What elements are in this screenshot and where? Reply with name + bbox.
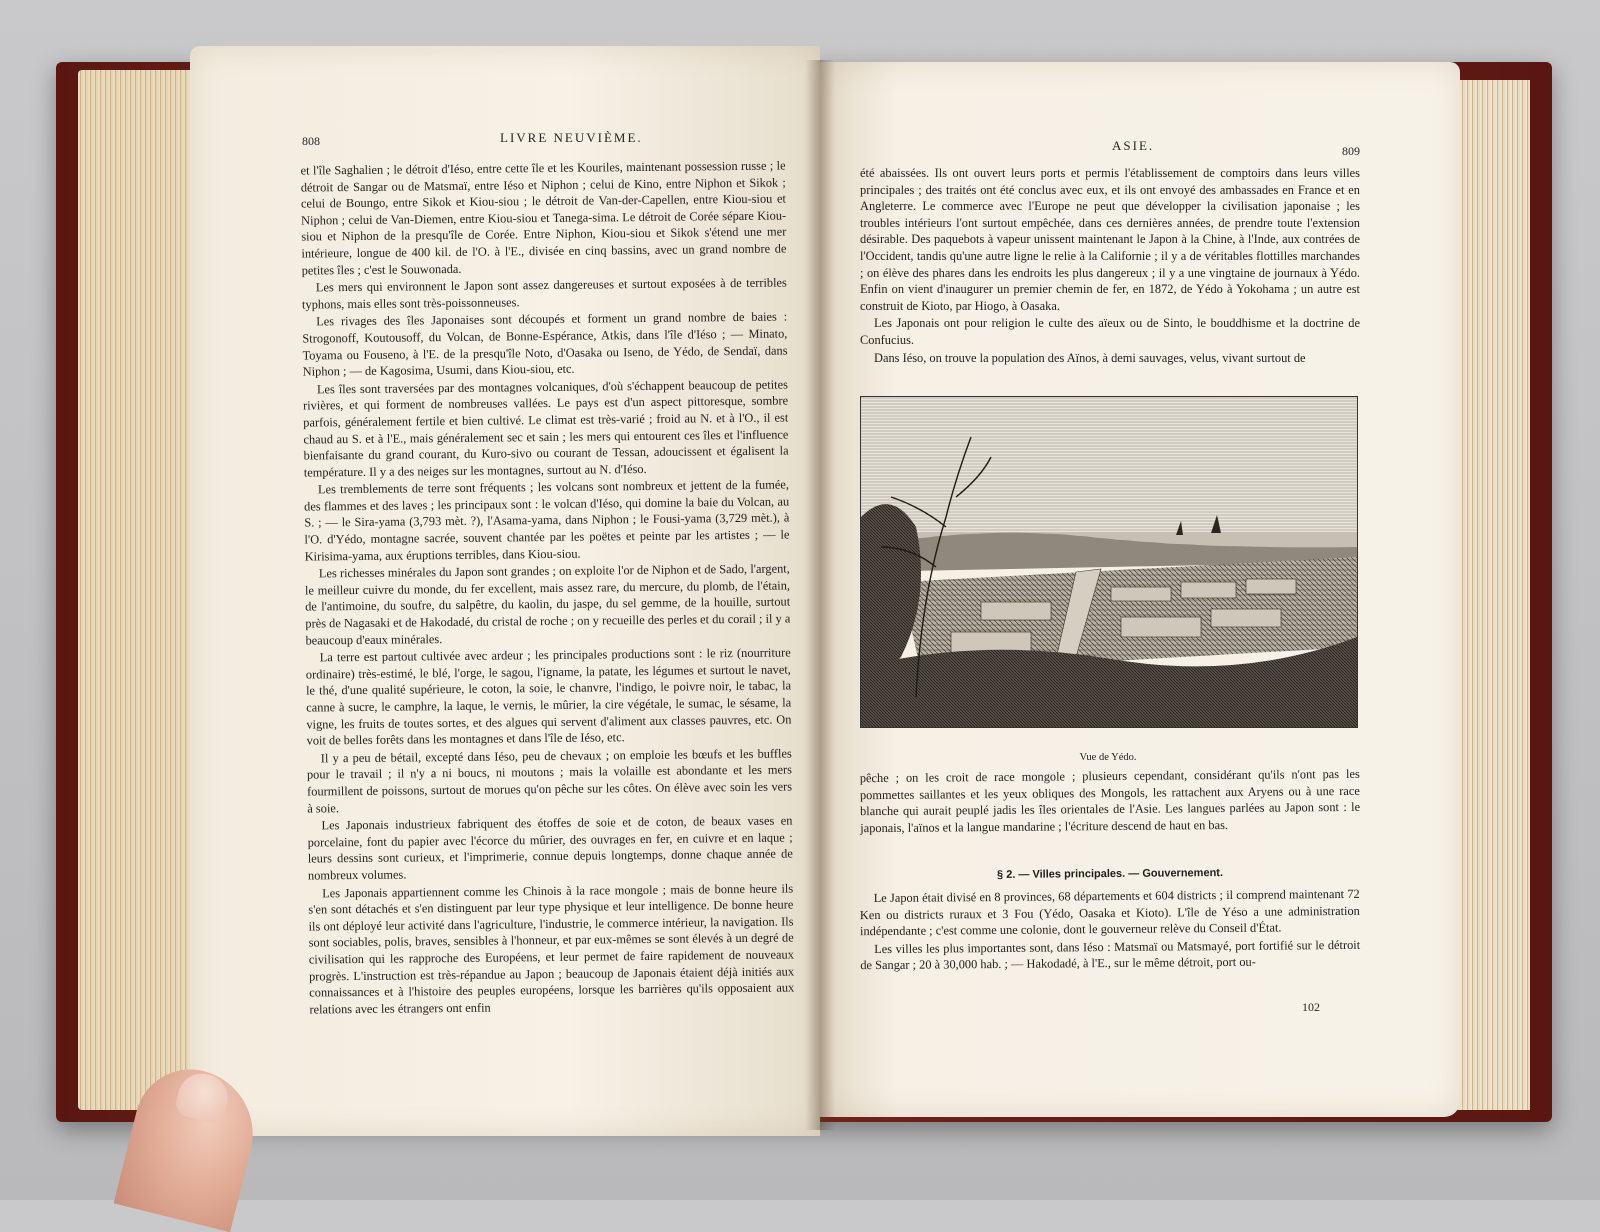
paragraph: et l'île Saghalien ; le détroit d'Iéso, entre cette île et les Kouriles, maintenant possession russe ; le détroit de Sangar ou de Matsmaï, entre Iéso et Niphon ; celui de Kino, entre Niphon et Sikok ; celui de Boungo, entre Sikok et Kiou-siou ; le détroit de Van-der-Capellen, entre Kiou-siou et Niphon ; celui de Van-Diemen, entre Kiou-siou et Tanega-sima. Le détroit de Corée sépare Kiou-siou et Niphon de la presqu'île de Corée. Entre Niphon, Kiou-siou et Sikok s'étend une mer intérieure, longue de 400 kil. de l'O. à l'E., divisée en cinq bassins, avec un grand nombre de petites îles ; c'est le Souwonada. bbox=[300, 158, 787, 278]
right-running-head: ASIE. bbox=[1112, 138, 1155, 153]
paragraph: Il y a peu de bétail, excepté dans Iéso, peu de chevaux ; on emploie les bœufs et les buffles pour le travail ; il n'y a ni boucs, ni moutons ; mais la volaille est abondante et les mers fourmillent de poissons, surtout de morues qu'on pêche sur les côtes. On élève avec soin les vers à soie. bbox=[306, 746, 793, 816]
paragraph: Les Japonais appartiennent comme les Chinois à la race mongole ; mais de bonne heure ils s'en sont détachés et s'en distinguent par leur type physique et leur intelligence. De bonne heure ils ont déployé leur activité dans l'agriculture, l'industrie, le commerce intérieur, la navigation. Ils sont sociables, polis, braves, sensibles à l'honneur, et par eux-mêmes se sont élevés à un degré de civilisation qui les rapproche des Européens, et leur permet de faire rapidement de nouveaux progrès. L'instruction est très-répandue au Japon ; beaucoup de Japonais étaient déjà initiés aux connaissances et à l'histoire des peuples européens, lorsque les barrières qu'ils opposaient aux relations avec les étrangers ont enfin bbox=[308, 880, 795, 1017]
paragraph: été abaissées. Ils ont ouvert leurs ports et permis l'établissement de comptoirs dans leurs villes principales ; des traités ont été conclus avec eux, et ils ont envoyé des ambassades en France et en Angleterre. Le commerce avec l'Europe ne peut que développer la civilisation japonaise ; les troubles intérieurs l'ont surtout empêchée, dans ces dernières années, de prendre toute l'extension désirable. Des paquebots à vapeur unissent maintenant le Japon à la Chine, à l'Inde, aux contrées de l'Occident, tandis qu'une autre ligne le relie à la Californie ; il y a de véritables flottilles marchandes ; on élève des phares dans les endroits les plus dangereux ; il y a une vingtaine de journaux à Yédo. Enfin on vient d'inaugurer un premier chemin de fer, en 1872, de Yédo à Yokohama ; un autre est construit de Kioto, par Hiogo, à Oasaka. bbox=[860, 166, 1360, 313]
paragraph: Les îles sont traversées par des montagnes volcaniques, d'où s'échappent beaucoup de petites rivières, et qui forment de nombreuses vallées. Le pays est d'un aspect pittoresque, sombre parfois, généralement fertile et bien cultivé. Le climat est très-varié ; froid au N. et à l'O., il est chaud au S. et à l'E., mais généralement sec et sain ; les mers qui entourent ces îles et l'influence bienfaisante du grand courant, du Kuro-sivo ou courant de Tessan, adoucissent et égalisent la température. Il y a des neiges sur les montagnes, surtout au N. d'Iéso. bbox=[303, 377, 789, 480]
section-heading: § 2. — Villes principales. — Gouvernement. bbox=[996, 867, 1224, 881]
paragraph: Les mers qui environnent le Japon sont assez dangereuses et surtout exposées à de terribles typhons, mais elles sont très-poissonneuses. bbox=[301, 275, 787, 312]
book-gutter bbox=[805, 60, 835, 1130]
paragraph: Les rivages des îles Japonaises sont découpés et forment un grand nombre de baies : Strogonoff, Koutousoff, du Volcan, de Bonne-Espérance, Atkis, dans l'île d'Iéso ; — Minato, Toyama ou Fouseno, à l'E. de la presqu'île Noto, d'Oasaka ou Iseno, de Yédo, de Sendaï, dans Niphon ; — de Kagosima, Usumi, dans Kiou-siou, etc. bbox=[302, 309, 788, 379]
left-page-number: 808 bbox=[302, 134, 320, 148]
right-page-number: 809 bbox=[1342, 144, 1360, 158]
paragraph: La terre est partout cultivée avec ardeur ; les principales productions sont : le riz (nourriture ordinaire) très-estimé, le blé, l'orge, le sagou, l'igname, la patate, les légumes et surtout le navet, le thé, d'une qualité supérieure, le coton, la soie, le chanvre, l'indigo, le poivre noir, le tabac, la canne à sucre, le camphre, la laque, le vernis, le mûrier, la cire végétale, le sumac, le sésame, la vigne, les fruits de toutes sortes, et des algues qui servent d'aliment aux classes pauvres, etc. On voit de belles forêts dans les montagnes et dans l'île de Iéso, etc. bbox=[305, 645, 792, 748]
page-edges-left bbox=[78, 70, 208, 1110]
paragraph: Les villes les plus importantes sont, dans Iéso : Matsmaï ou Matsmayé, port fortifié sur le détroit de Sangar ; 20 à 30,000 hab. ; — Hakodadé, à l'E., sur le même détroit, port ou- bbox=[860, 937, 1361, 973]
left-running-head: LIVRE NEUVIÈME. bbox=[500, 130, 643, 145]
paragraph: Les tremblements de terre sont fréquents ; les volcans sont nombreux et jettent de la fumée, des flammes et des laves ; les principaux sont : le volcan d'Iéso, qui domine la baie du Volcan, au S. ; — le Sira-yama (3,793 mèt. ?), l'Asama-yama, dans Niphon ; le Fousi-yama (3,729 mèt.), à l'O. d'Yédo, montagne sacrée, souvent chantée par les poëtes et peinte par les artistes ; — le Kirisima-yama, aux éruptions terribles, dans Kiou-siou. bbox=[304, 477, 790, 564]
right-page-text-top bbox=[860, 165, 1360, 367]
right-page-text-bottom bbox=[860, 886, 1361, 975]
page-edges-right bbox=[1455, 80, 1530, 1110]
paragraph: Le Japon était divisé en 8 provinces, 68 départements et 604 districts ; il comprend maintenant 72 Ken ou districts ruraux et 3 Fou (Yédo, Oasaka et Kioto). L'île de Yéso a une administration indépendante ; c'est comme une colonie, dont le gouverneur relève du Conseil d'État. bbox=[859, 886, 1360, 939]
signature-mark: 102 bbox=[1302, 1000, 1320, 1014]
paragraph: pêche ; on les croit de race mongole ; plusieurs cependant, considérant qu'ils n'ont pas les pommettes saillantes et les yeux obliques des Mongols, les rattachent aux Aryens ou à une race blanche qui aurait peuplé jadis les îles orientales de l'Asie. Les langues parlées au Japon sont : le japonais, l'aïnos et la langue mandarine ; l'écriture descend de haut en bas. bbox=[859, 766, 1361, 835]
figure-caption: Vue de Yédo. bbox=[1079, 752, 1137, 763]
engraving-view-of-yedo bbox=[860, 396, 1358, 728]
left-page-text bbox=[301, 157, 795, 1018]
right-page-text-middle bbox=[860, 766, 1361, 838]
paragraph: Dans Iéso, on trouve la population des Aïnos, à demi sauvages, velus, vivant surtout de bbox=[874, 350, 1306, 365]
paragraph: Les Japonais ont pour religion le culte des aïeux ou de Sinto, le bouddhisme et la doctrine de Confucius. bbox=[860, 316, 1360, 347]
paragraph: Les Japonais industrieux fabriquent des étoffes de soie et de coton, de beaux vases en porcelaine, font du papier avec l'écorce du mûrier, des ouvrages en fer, en cuivre et en laque ; leurs dessins sont curieux, et l'imprimerie, connue depuis longtemps, donne chaque année de nombreux volumes. bbox=[307, 813, 793, 883]
sky bbox=[861, 397, 1357, 542]
paragraph: Les richesses minérales du Japon sont grandes ; on exploite l'or de Niphon et de Sado, l'argent, le meilleur cuivre du monde, du fer excellent, mais assez rare, du mercure, du plomb, de l'étain, de l'antimoine, du soufre, du salpêtre, du kaolin, du jaspe, du sel gemme, de la houille, surtout près de Nagasaki et de Hakodadé, du cristal de roche ; on y recueille des perles et du corail ; il y a beaucoup d'eaux minérales. bbox=[304, 561, 791, 648]
